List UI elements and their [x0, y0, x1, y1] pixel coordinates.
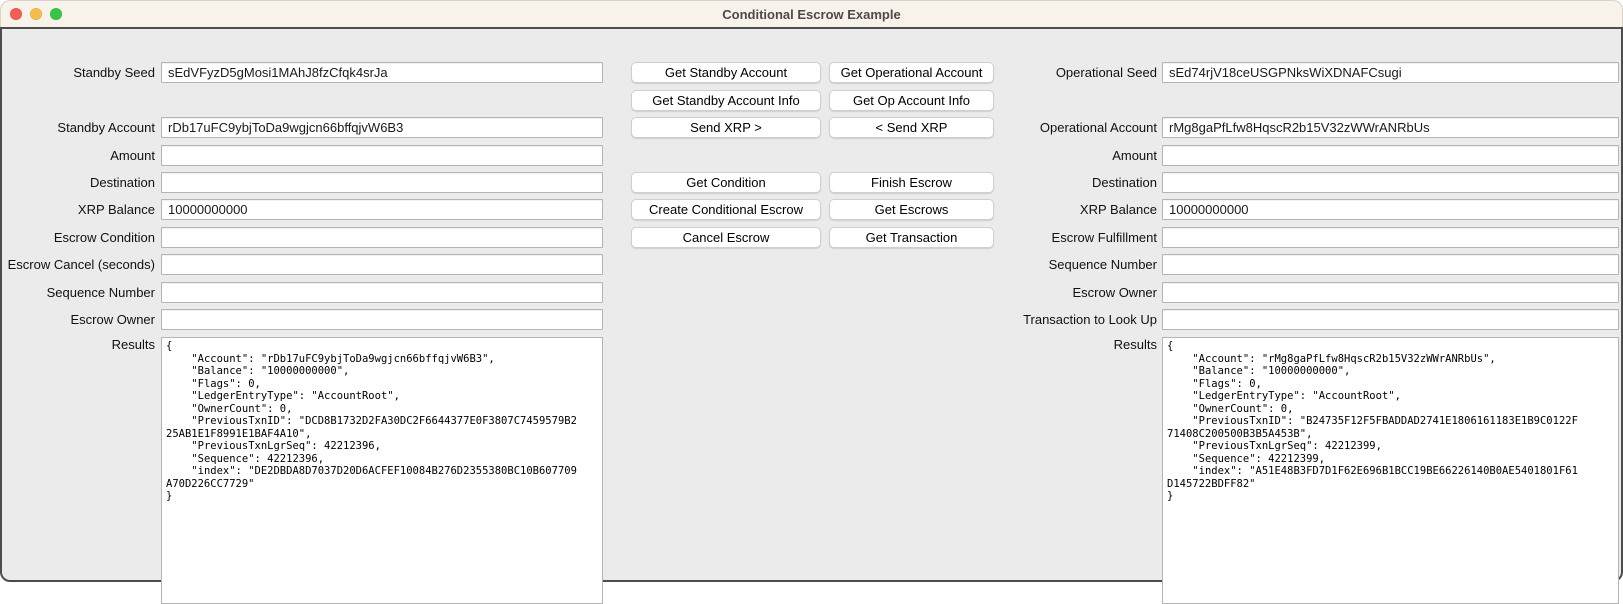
- standby-sequence-number-label: Sequence Number: [46, 285, 155, 300]
- get-transaction-button[interactable]: Get Transaction: [829, 227, 994, 248]
- operational-results-textarea[interactable]: [1162, 337, 1619, 604]
- escrow-fulfillment-label: Escrow Fulfillment: [1051, 230, 1157, 245]
- get-standby-account-info-button[interactable]: Get Standby Account Info: [631, 90, 821, 111]
- operational-destination-label: Destination: [1091, 175, 1157, 190]
- get-escrows-button[interactable]: Get Escrows: [829, 199, 994, 220]
- window-title: Conditional Escrow Example: [722, 7, 901, 22]
- standby-results-textarea[interactable]: [161, 337, 603, 604]
- standby-seed-input[interactable]: [161, 62, 603, 83]
- standby-amount-input[interactable]: [161, 145, 603, 166]
- operational-escrow-owner-label: Escrow Owner: [1072, 285, 1157, 300]
- standby-escrow-owner-label: Escrow Owner: [70, 312, 155, 327]
- operational-xrp-balance-input[interactable]: [1162, 199, 1619, 220]
- standby-escrow-owner-input[interactable]: [161, 309, 603, 330]
- title-bar[interactable]: [0, 0, 1623, 27]
- transaction-to-look-up-label: Transaction to Look Up: [1023, 312, 1157, 327]
- operational-results-label: Results: [1113, 337, 1157, 352]
- escrow-cancel-input[interactable]: [161, 254, 603, 275]
- standby-account-label: Standby Account: [57, 120, 155, 135]
- transaction-to-look-up-input[interactable]: [1162, 309, 1619, 330]
- operational-destination-input[interactable]: [1162, 172, 1619, 193]
- operational-sequence-number-input[interactable]: [1162, 254, 1619, 275]
- escrow-condition-input[interactable]: [161, 227, 603, 248]
- operational-account-input[interactable]: [1162, 117, 1619, 138]
- escrow-condition-label: Escrow Condition: [53, 230, 155, 245]
- get-op-account-info-button[interactable]: Get Op Account Info: [829, 90, 994, 111]
- form-area: [0, 27, 1623, 582]
- operational-amount-label: Amount: [1112, 148, 1157, 163]
- standby-seed-label: Standby Seed: [73, 65, 155, 80]
- operational-sequence-number-label: Sequence Number: [1048, 257, 1157, 272]
- operational-seed-input[interactable]: [1162, 62, 1619, 83]
- operational-seed-label: Operational Seed: [1055, 65, 1157, 80]
- standby-destination-input[interactable]: [161, 172, 603, 193]
- send-xrp-to-standby-button[interactable]: < Send XRP: [829, 117, 994, 138]
- standby-destination-label: Destination: [89, 175, 155, 190]
- send-xrp-to-operational-button[interactable]: Send XRP >: [631, 117, 821, 138]
- finish-escrow-button[interactable]: Finish Escrow: [829, 172, 994, 193]
- operational-account-label: Operational Account: [1039, 120, 1157, 135]
- escrow-cancel-label: Escrow Cancel (seconds): [7, 257, 155, 272]
- escrow-fulfillment-input[interactable]: [1162, 227, 1619, 248]
- get-standby-account-button[interactable]: Get Standby Account: [631, 62, 821, 83]
- standby-xrp-balance-label: XRP Balance: [77, 202, 155, 217]
- get-condition-button[interactable]: Get Condition: [631, 172, 821, 193]
- get-operational-account-button[interactable]: Get Operational Account: [829, 62, 994, 83]
- standby-xrp-balance-input[interactable]: [161, 199, 603, 220]
- standby-results-label: Results: [111, 337, 155, 352]
- standby-amount-label: Amount: [110, 148, 155, 163]
- operational-xrp-balance-label: XRP Balance: [1079, 202, 1157, 217]
- operational-amount-input[interactable]: [1162, 145, 1619, 166]
- operational-escrow-owner-input[interactable]: [1162, 282, 1619, 303]
- create-conditional-escrow-button[interactable]: Create Conditional Escrow: [631, 199, 821, 220]
- standby-sequence-number-input[interactable]: [161, 282, 603, 303]
- standby-account-input[interactable]: [161, 117, 603, 138]
- cancel-escrow-button[interactable]: Cancel Escrow: [631, 227, 821, 248]
